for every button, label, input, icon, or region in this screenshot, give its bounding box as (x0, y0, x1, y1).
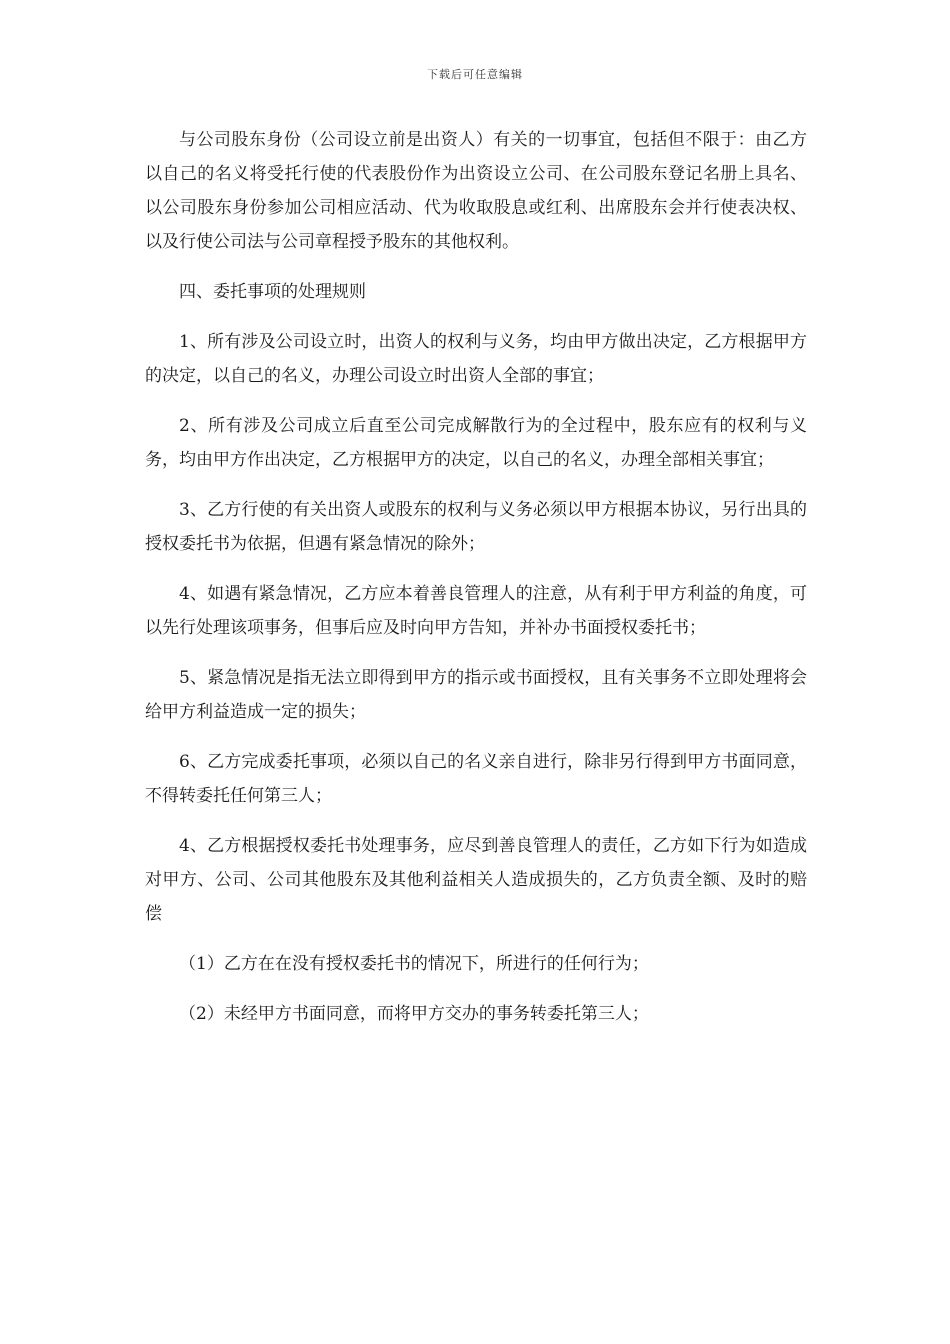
document-body (145, 123, 807, 1031)
paragraph-item-2: （2）未经甲方书面同意，而将甲方交办的事务转委托第三人； (179, 1004, 649, 1024)
paragraph-rule-2: 2、所有涉及公司成立后直至公司完成解散行为的全过程中，股东应有的权利与义务，均由甲方作出决定，乙方根据甲方的决定，以自己的名义，办理全部相关事宜； (145, 416, 807, 470)
paragraph-rule-3: 3、乙方行使的有关出资人或股东的权利与义务必须以甲方根据本协议，另行出具的授权委托书为依据，但遇有紧急情况的除外； (145, 500, 807, 554)
page-header: 下载后可任意编辑 (427, 68, 523, 81)
section-heading-handling-rules: 四、委托事项的处理规则 (179, 282, 366, 302)
paragraph-rule-liability: 4、乙方根据授权委托书处理事务，应尽到善良管理人的责任，乙方如下行为如造成对甲方、公司、公司其他股东及其他利益相关人造成损失的，乙方负责全额、及时的赔偿 (145, 836, 807, 924)
paragraph-rule-4: 4、如遇有紧急情况，乙方应本着善良管理人的注意，从有利于甲方利益的角度，可以先行处理该项事务，但事后应及时向甲方告知，并补办书面授权委托书； (145, 584, 807, 638)
paragraph-rule-6: 6、乙方完成委托事项，必须以自己的名义亲自进行，除非另行得到甲方书面同意，不得转委托任何第三人； (145, 752, 807, 806)
paragraph-shareholder-matters: 与公司股东身份（公司设立前是出资人）有关的一切事宜，包括但不限于：由乙方以自己的名义将受托行使的代表股份作为出资设立公司、在公司股东登记名册上具名、以公司股东身份参加公司相应活动、代为收取股息或红利、出席股东会并行使表决权、以及行使公司法与公司章程授予股东的其他权利。 (145, 130, 807, 252)
paragraph-rule-1: 1、所有涉及公司设立时，出资人的权利与义务，均由甲方做出决定，乙方根据甲方的决定，以自己的名义，办理公司设立时出资人全部的事宜； (145, 332, 807, 386)
paragraph-item-1: （1）乙方在在没有授权委托书的情况下，所进行的任何行为； (179, 954, 649, 974)
paragraph-rule-5: 5、紧急情况是指无法立即得到甲方的指示或书面授权，且有关事务不立即处理将会给甲方利益造成一定的损失； (145, 668, 807, 722)
